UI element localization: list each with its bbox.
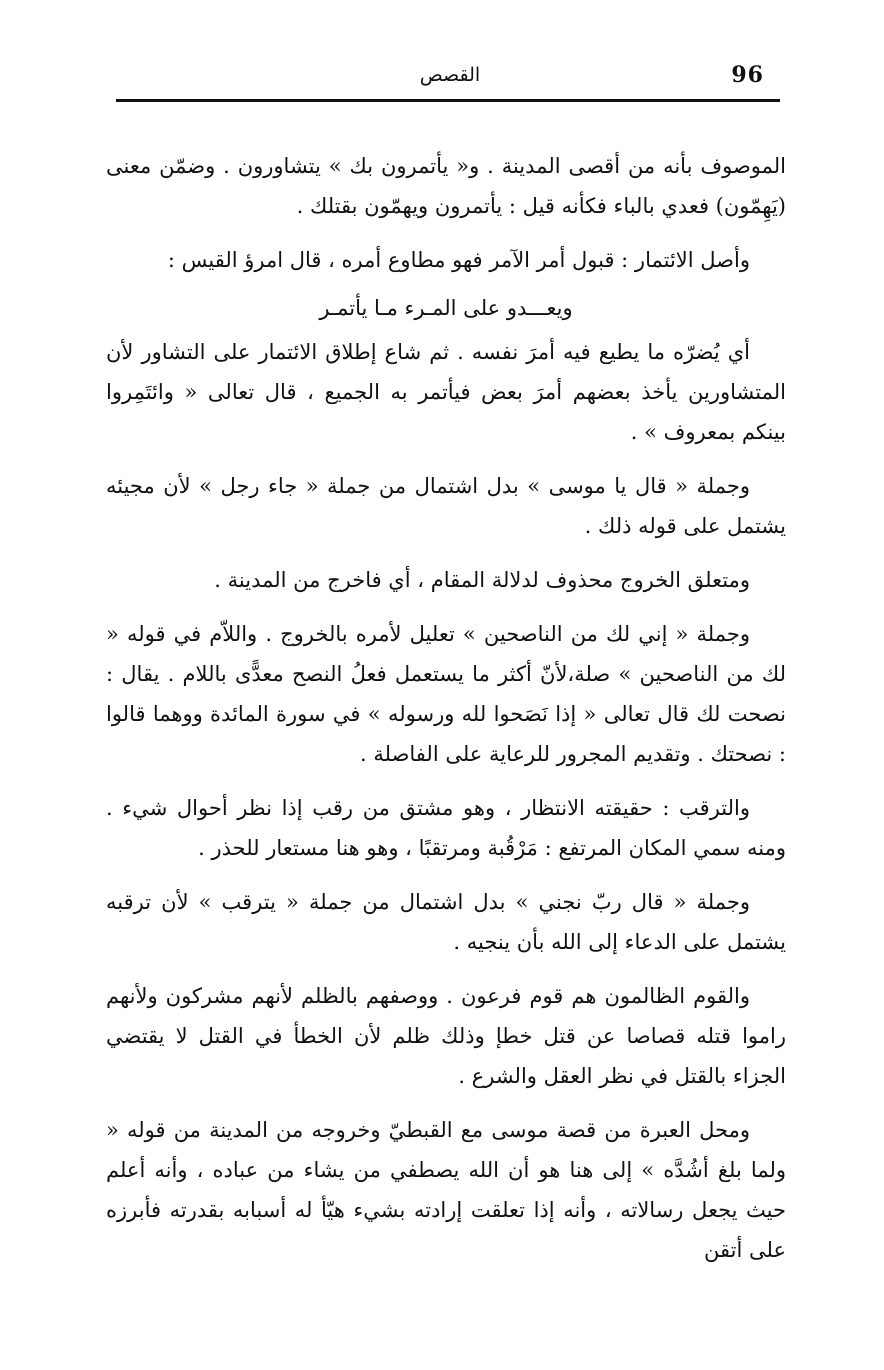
paragraph: ومحل العبرة من قصة موسى مع القبطيّ وخروجه من المدينة من قوله « ولما بلغ أشُدَّه » إلى هنا هو أن الله يصطفي من يشاء من عباده ، وأنه أعلم حيث يجعل رسالاته ، وأنه إذا تعلقت إرادته بشيء هيّأ له أسبابه بقدرته فأبرزه على أتقن	[106, 1118, 786, 1262]
paragraph: والقوم الظالمون هم قوم فرعون . ووصفهم بالظلم لأنهم مشركون ولأنهم راموا قتله قصاصا عن قتل خطإ وذلك ظلم لأن الخطأ في القتل لا يقتضي الجزاء بالقتل في نظر العقل والشرع .	[106, 984, 786, 1088]
paragraph: وجملة « قال ربّ نجني » بدل اشتمال من جملة « يترقب » لأن ترقبه يشتمل على الدعاء إلى الله بأن ينجيه .	[106, 890, 786, 954]
poetry-verse: ويعـــدو على المـرء مـا يأتمـر	[319, 296, 573, 320]
surah-title: القصص	[419, 64, 481, 86]
paragraph: الموصوف بأنه من أقصى المدينة . و« يأتمرون بك » يتشاورون . وضمّن معنى (يَهِمّون) فعدي بالباء فكأنه قيل : يأتمرون ويهمّون بقتلك .	[106, 154, 786, 218]
paragraph: ومتعلق الخروج محذوف لدلالة المقام ، أي فاخرج من المدينة .	[214, 568, 750, 592]
header-rule	[116, 99, 780, 102]
paragraph: والترقب : حقيقته الانتظار ، وهو مشتق من رقب إذا نظر أحوال شيء . ومنه سمي المكان المرتفع : مَرْقُبة ومرتقبًا ، وهو هنا مستعار للحذر .	[106, 796, 786, 860]
paragraph: وجملة « إني لك من الناصحين » تعليل لأمره بالخروج . واللاّم في قوله « لك من الناصحين » صلة،لأنّ أكثر ما يستعمل فعلُ النصح معدًّى باللام . يقال : نصحت لك قال تعالى « إذا نَصَحوا لله ورسوله » في سورة المائدة ووهما قالوا : نصحتك . وتقديم المجرور للرعاية على الفاصلة .	[106, 622, 786, 766]
body-text	[106, 146, 786, 1284]
page-number: 96	[731, 62, 764, 88]
paragraph: أي يُضرّه ما يطيع فيه أمرَ نفسه . ثم شاع إطلاق الائتمار على التشاور لأن المتشاورين يأخذ بعضهم أمرَ بعض فيأتمر به الجميع ، قال تعالى « وائتَمِروا بينكم بمعروف » .	[106, 340, 786, 444]
paragraph: وأصل الائتمار : قبول أمر الآمر فهو مطاوع أمره ، قال امرؤ القيس :	[167, 248, 750, 272]
running-header	[118, 62, 782, 96]
paragraph: وجملة « قال يا موسى » بدل اشتمال من جملة « جاء رجل » لأن مجيئه يشتمل على قوله ذلك .	[106, 474, 786, 538]
